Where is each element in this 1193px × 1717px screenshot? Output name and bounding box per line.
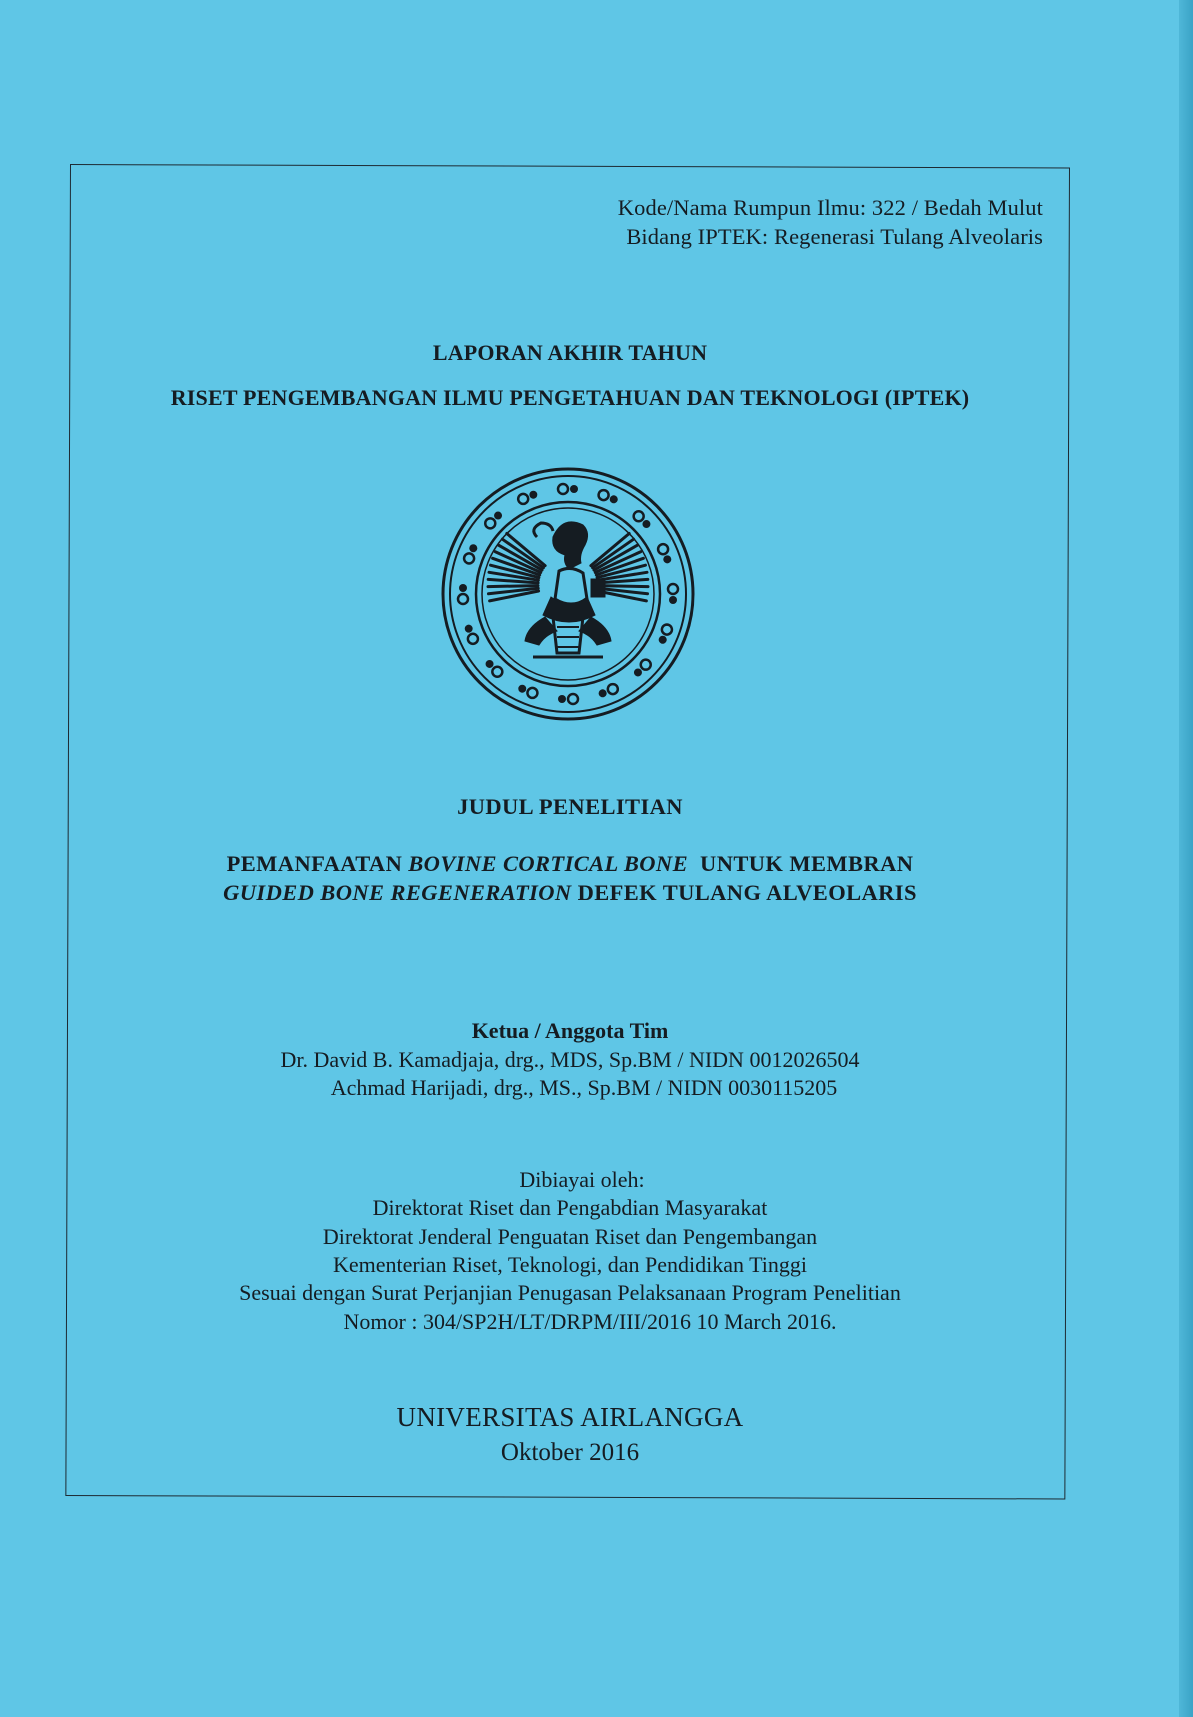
rumpun-ilmu-label: Kode/Nama Rumpun Ilmu: 322 / Bedah Mulut (617, 195, 1043, 220)
funding-line-5: Nomor : 304/SP2H/LT/DRPM/III/2016 10 March 2016. (343, 1309, 837, 1334)
research-title-line-2: GUIDED BONE REGENERATION DEFEK TULANG ALVEOLARIS (223, 880, 917, 905)
funding-line-4: Sesuai dengan Surat Perjanjian Penugasan Pelaksanaan Program Penelitian (239, 1280, 901, 1305)
page-edge (1179, 0, 1193, 1717)
funding-line-3: Kementerian Riset, Teknologi, dan Pendidikan Tinggi (332, 1252, 808, 1277)
research-title-line-1: PEMANFAATAN BOVINE CORTICAL BONE UNTUK MEMBRAN (226, 851, 914, 876)
bidang-iptek-label: Bidang IPTEK: Regenerasi Tulang Alveolaris (626, 224, 1043, 249)
funding-line-1: Direktorat Riset dan Pengabdian Masyarakat (372, 1195, 768, 1220)
team-member-2: Achmad Harijadi, drg., MS., Sp.BM / NIDN 0030115205 (330, 1075, 838, 1100)
team-heading: Ketua / Anggota Tim (471, 1018, 669, 1043)
team-member-1: Dr. David B. Kamadjaja, drg., MDS, Sp.BM / NIDN 0012026504 (280, 1047, 860, 1072)
report-heading-2: RISET PENGEMBANGAN ILMU PENGETAHUAN DAN TEKNOLOGI (IPTEK) (170, 385, 970, 410)
university-seal-icon (441, 467, 695, 721)
institution-name: UNIVERSITAS AIRLANGGA (396, 1402, 744, 1432)
report-heading-1: LAPORAN AKHIR TAHUN (432, 340, 708, 365)
funding-heading: Dibiayai oleh: (519, 1167, 645, 1192)
report-date: Oktober 2016 (500, 1439, 640, 1466)
research-label: JUDUL PENELITIAN (457, 794, 683, 819)
funding-line-2: Direktorat Jenderal Penguatan Riset dan Pengembangan (322, 1224, 818, 1249)
